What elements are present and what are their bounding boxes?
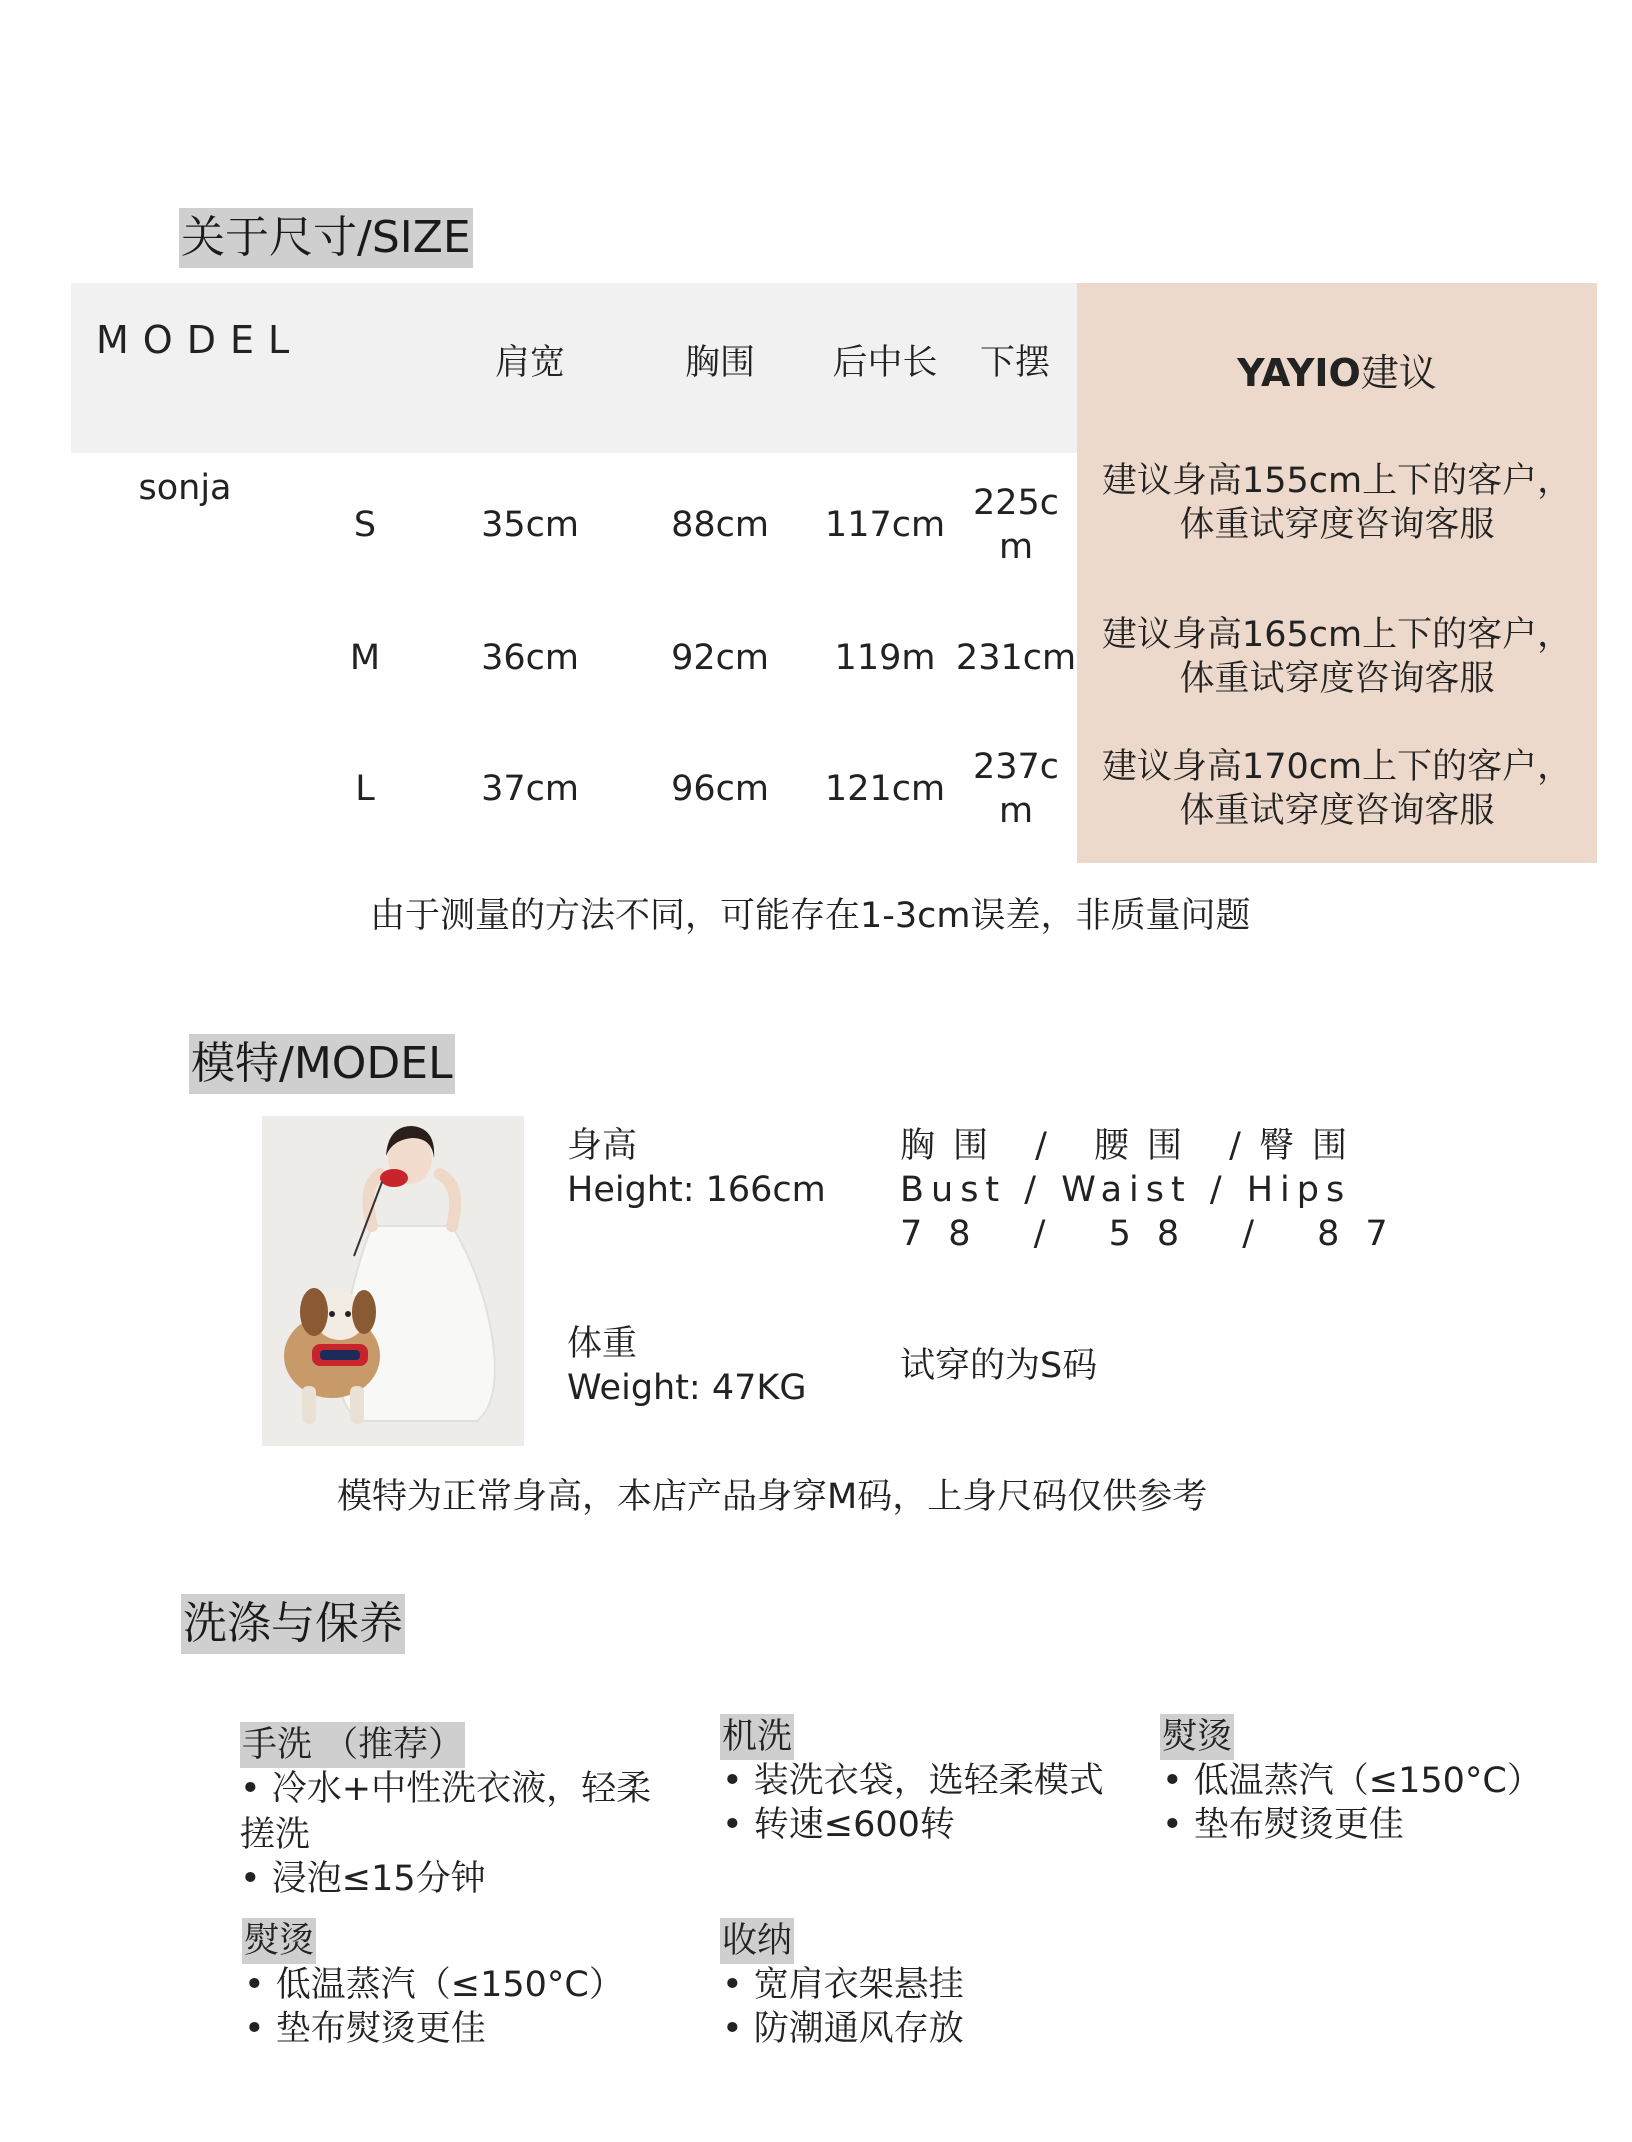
care-ironing-title: 熨烫 bbox=[1160, 1714, 1234, 1760]
row-s-hem-2: m bbox=[998, 527, 1034, 567]
row-m-length: 119m bbox=[834, 638, 936, 678]
care-ironing2-item-1: • 低温蒸汽（≤150°C） bbox=[244, 1965, 624, 2005]
row-l-recommend-1: 建议身高170cm上下的客户， bbox=[1101, 747, 1573, 787]
row-l-hem-2: m bbox=[998, 791, 1034, 831]
model-column-header: MODEL bbox=[96, 318, 304, 362]
tried-size: 试穿的为S码 bbox=[900, 1346, 1098, 1386]
row-m-recommend-1: 建议身高165cm上下的客户， bbox=[1101, 615, 1573, 655]
row-m-size: M bbox=[349, 638, 381, 678]
row-m-bust: 92cm bbox=[671, 638, 769, 678]
row-l-shoulder: 37cm bbox=[481, 769, 579, 809]
care-machine-title: 机洗 bbox=[720, 1714, 794, 1760]
care-ironing-item-1: • 低温蒸汽（≤150°C） bbox=[1162, 1761, 1542, 1801]
row-l-length: 121cm bbox=[824, 769, 946, 809]
row-m-shoulder: 36cm bbox=[481, 638, 579, 678]
row-s-recommend-2: 体重试穿度咨询客服 bbox=[1179, 505, 1495, 545]
header-hem: 下摆 bbox=[979, 343, 1050, 383]
row-l-hem-1: 237c bbox=[972, 747, 1060, 787]
weight-label: 体重 bbox=[567, 1324, 638, 1364]
care-ironing-item-2: • 垫布熨烫更佳 bbox=[1162, 1805, 1404, 1845]
row-l-recommend-2: 体重试穿度咨询客服 bbox=[1179, 791, 1495, 831]
row-s-bust: 88cm bbox=[671, 505, 769, 545]
size-error-note: 由于测量的方法不同，可能存在1-3cm误差，非质量问题 bbox=[370, 896, 1251, 936]
row-s-hem-1: 225c bbox=[972, 483, 1060, 523]
row-m-hem-1: 231cm bbox=[955, 638, 1077, 678]
header-shoulder: 肩宽 bbox=[494, 343, 565, 383]
height-value: Height: 166cm bbox=[567, 1170, 826, 1210]
height-label: 身高 bbox=[567, 1126, 638, 1166]
row-s-shoulder: 35cm bbox=[481, 505, 579, 545]
care-storage-title: 收纳 bbox=[720, 1918, 794, 1964]
measurements-cn: 胸围 / 腰围 /臀围 bbox=[900, 1126, 1365, 1166]
weight-value: Weight: 47KG bbox=[567, 1368, 807, 1408]
row-s-recommend-1: 建议身高155cm上下的客户， bbox=[1101, 461, 1573, 501]
care-handwash-item-2: • 浸泡≤15分钟 bbox=[240, 1859, 486, 1899]
measurements-en: Bust / Waist / Hips bbox=[900, 1170, 1352, 1210]
care-storage-item-2: • 防潮通风存放 bbox=[722, 2009, 964, 2049]
header-length: 后中长 bbox=[832, 343, 938, 383]
brand-name: YAYIO bbox=[1237, 351, 1361, 395]
row-m-recommend-2: 体重试穿度咨询客服 bbox=[1179, 659, 1495, 699]
measurements-values: 78 / 58 / 87 bbox=[900, 1214, 1414, 1254]
row-l-bust: 96cm bbox=[671, 769, 769, 809]
row-s-size: S bbox=[353, 505, 377, 545]
model-name: sonja bbox=[138, 468, 232, 508]
model-photo bbox=[262, 1116, 524, 1446]
care-handwash-item-1: • 冷水+中性洗衣液，轻柔搓洗 bbox=[240, 1769, 652, 1855]
care-section-heading: 洗涤与保养 bbox=[181, 1594, 405, 1654]
row-s-length: 117cm bbox=[824, 505, 946, 545]
header-bust: 胸围 bbox=[684, 343, 755, 383]
size-section-heading: 关于尺寸/SIZE bbox=[179, 208, 473, 268]
recommend-suffix: 建议 bbox=[1360, 351, 1437, 395]
care-ironing2-title: 熨烫 bbox=[242, 1918, 316, 1964]
model-size-note: 模特为正常身高，本店产品身穿M码，上身尺码仅供参考 bbox=[337, 1477, 1208, 1517]
care-storage-item-1: • 宽肩衣架悬挂 bbox=[722, 1965, 964, 2005]
care-machine-item-2: • 转速≤600转 bbox=[722, 1805, 955, 1845]
care-handwash-title: 手洗 （推荐） bbox=[240, 1722, 465, 1768]
row-l-size: L bbox=[355, 769, 375, 809]
model-section-heading: 模特/MODEL bbox=[189, 1034, 455, 1094]
recommendation-header bbox=[1077, 342, 1597, 397]
care-machine-item-1: • 装洗衣袋，选轻柔模式 bbox=[722, 1761, 1104, 1801]
care-ironing2-item-2: • 垫布熨烫更佳 bbox=[244, 2009, 486, 2049]
